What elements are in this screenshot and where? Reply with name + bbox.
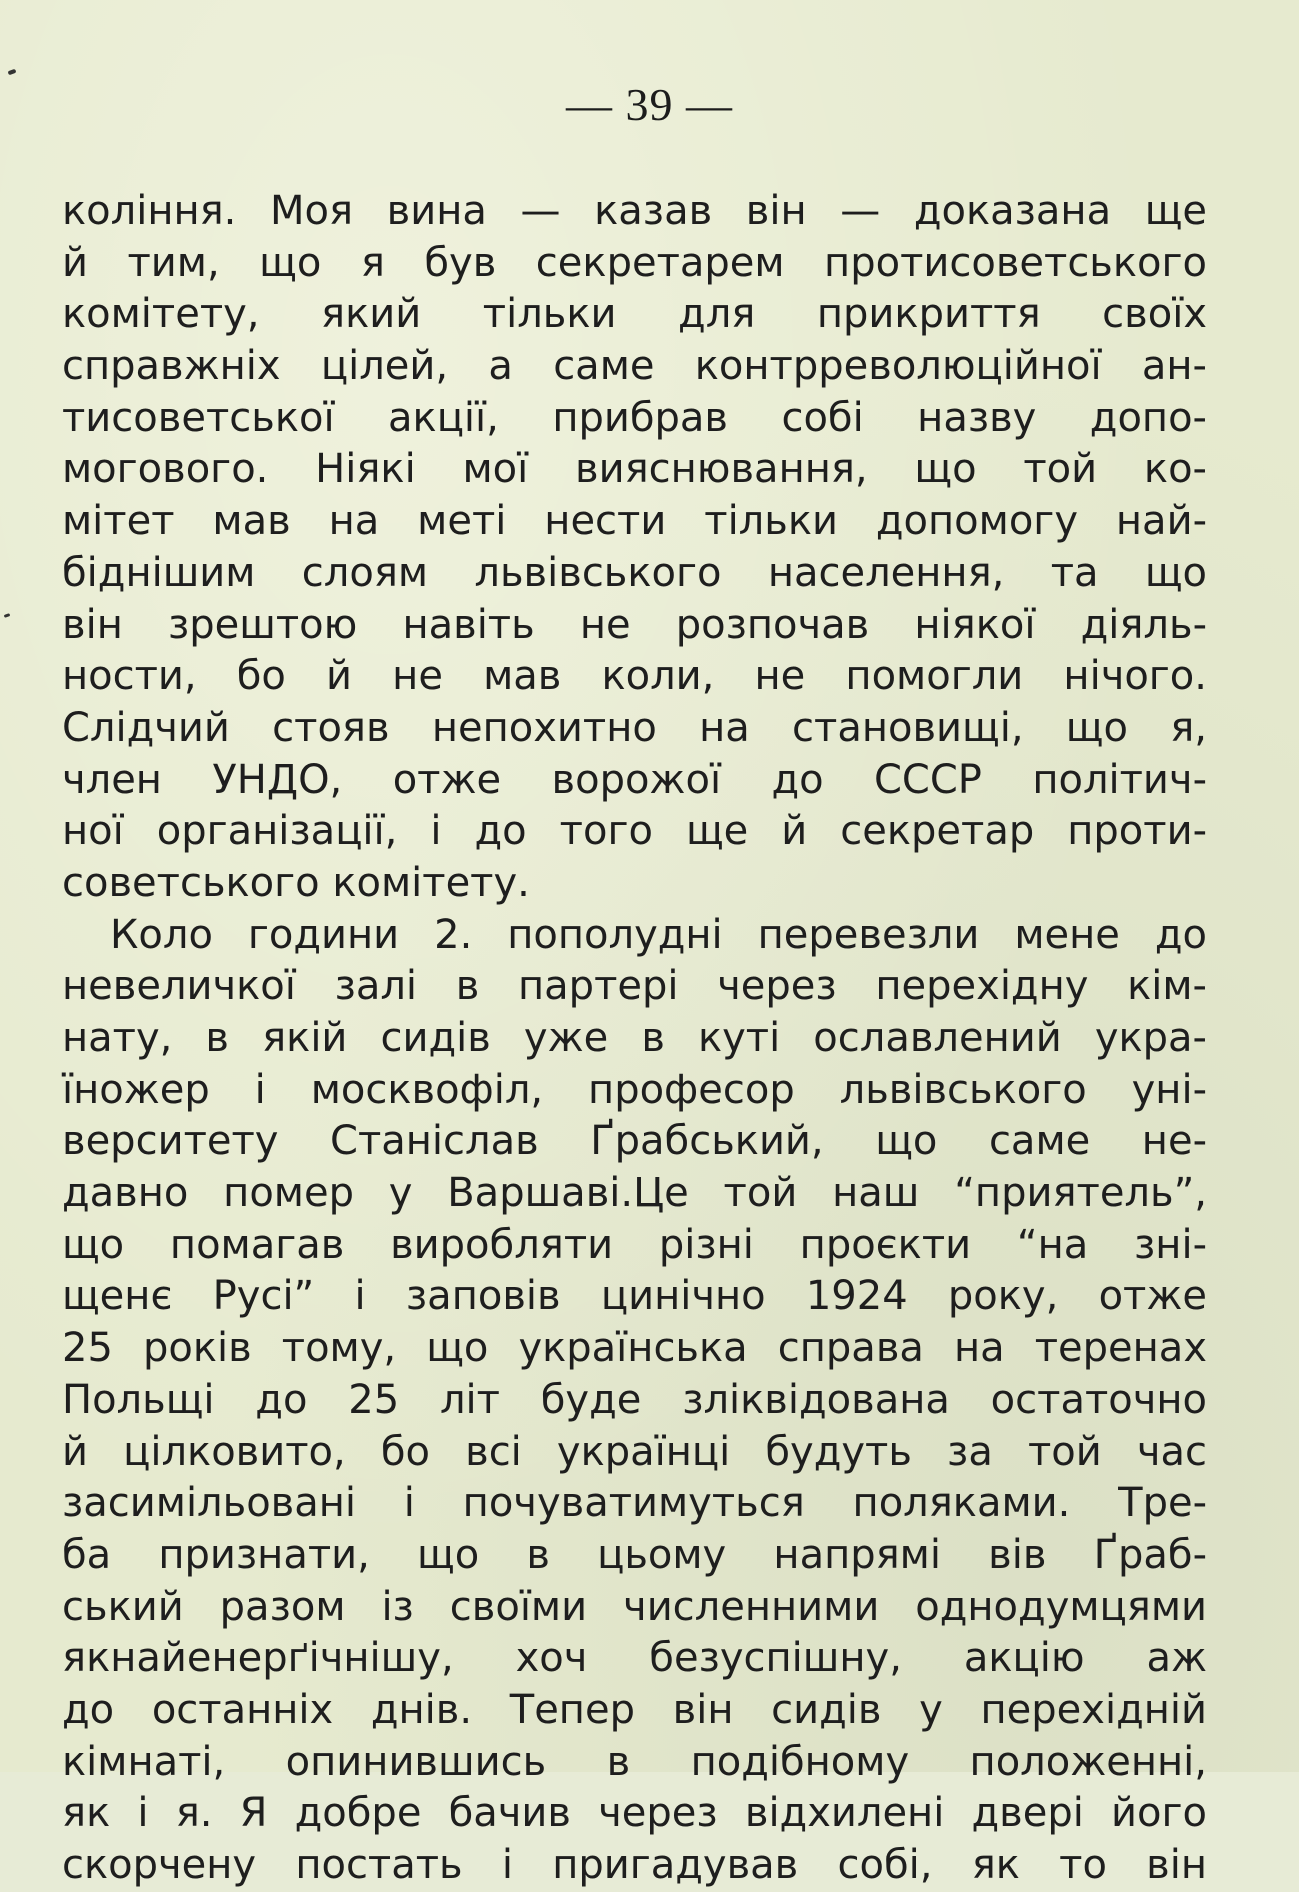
text-line: Польщі до 25 літ буде зліквідована остаточно	[62, 1376, 1207, 1423]
text-line: 25 років тому, що українська справа на теренах	[62, 1325, 1207, 1372]
text-line: ський разом із своїми численними однодумцями	[62, 1583, 1207, 1630]
text-line: ности, бо й не мав коли, не помогли нічого.	[62, 653, 1207, 700]
page-number: — 39 —	[566, 79, 733, 130]
text-line: біднішим слоям львівського населення, та що	[62, 549, 1207, 596]
text-line: як і я. Я добре бачив через відхилені двері його	[62, 1790, 1207, 1837]
text-line: давно помер у Варшаві.Це той наш “приятель”,	[62, 1170, 1207, 1217]
text-line: кімнаті, опинившись в подібному положенні,	[62, 1738, 1207, 1785]
text-line: тисоветської акції, прибрав собі назву допо-	[62, 394, 1207, 441]
text-line: ба признати, що в цьому напрямі вів Ґраб-	[62, 1531, 1207, 1578]
text-line: їножер і москвофіл, професор львівського уні-	[62, 1066, 1207, 1113]
text-line: й цілковито, бо всі українці будуть за той час	[62, 1428, 1207, 1475]
text-line: советського комітету.	[62, 859, 530, 906]
text-line: до останніх днів. Тепер він сидів у перехідній	[62, 1686, 1207, 1733]
text-line: ної організації, і до того ще й секретар проти-	[62, 808, 1207, 855]
text-line: мітет мав на меті нести тільки допомогу най-	[62, 498, 1207, 545]
text-line: справжніх цілей, а саме контрреволюційної ан-	[62, 343, 1207, 390]
text-line: засимільовані і почуватимуться поляками. Тре-	[62, 1480, 1207, 1527]
text-line: нату, в якій сидів уже в куті ославлений укра-	[62, 1015, 1207, 1061]
text-line: невеличкої залі в партері через перехідну кім-	[62, 963, 1207, 1010]
text-line: Слідчий стояв непохитно на становищі, що я,	[62, 704, 1207, 751]
text-line: коління. Моя вина — казав він — доказана ще	[62, 188, 1207, 234]
text-line: Коло години 2. пополудні перевезли мене до	[110, 911, 1207, 958]
text-line: що помагав виробляти різні проєкти “на зні-	[62, 1221, 1207, 1268]
text-line: член УНДО, отже ворожої до СССР політич-	[62, 756, 1207, 803]
text-line: щенє Русі” і заповів цинічно 1924 року, отже	[62, 1273, 1207, 1320]
text-line: скорчену постать і пригадував собі, як то він	[62, 1842, 1207, 1888]
text-line: й тим, що я був секретарем протисоветського	[62, 239, 1207, 286]
text-line: він зрештою навіть не розпочав ніякої діяль-	[62, 601, 1207, 648]
text-line: якнайенерґічнішу, хоч безуспішну, акцію аж	[62, 1635, 1207, 1682]
ink-speck	[4, 613, 11, 618]
text-line: могового. Ніякі мої вияснювання, що той ко-	[62, 446, 1207, 493]
text-line: комітету, який тільки для прикриття своїх	[62, 291, 1207, 338]
ink-speck	[8, 69, 17, 75]
body-text	[62, 186, 1207, 1892]
text-line: верситету Станіслав Ґрабський, що саме не-	[62, 1118, 1207, 1165]
